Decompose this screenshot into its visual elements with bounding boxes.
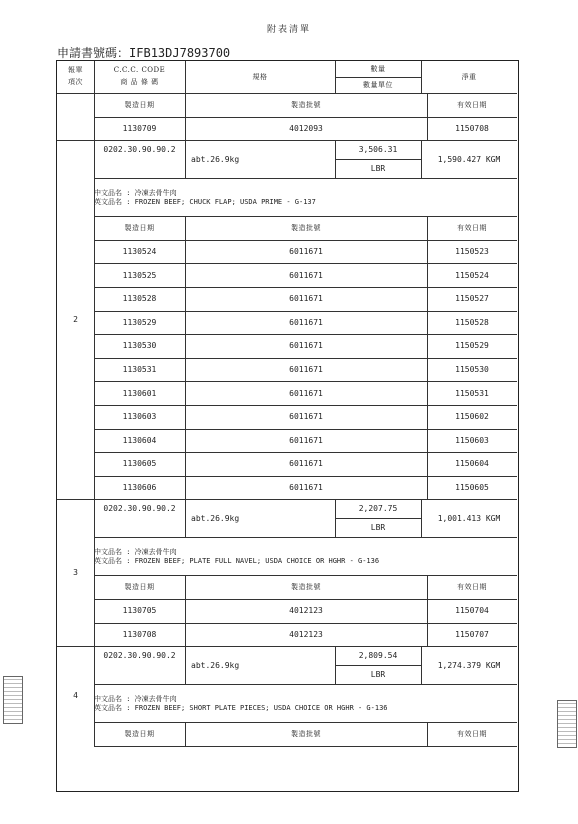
- item-name-en: 英文品名 : FROZEN BEEF; PLATE FULL NAVEL; USDA CHOICE OR HGHR - G-136: [94, 557, 380, 566]
- item-net-weight: 1,274.379 KGM: [437, 660, 501, 670]
- lot-expiry: 1150529: [455, 341, 489, 351]
- lot-mfg-date: 1130528: [122, 294, 157, 304]
- sub-header-expiry: 有效日期: [457, 729, 487, 738]
- sub-header-mfg-date: 製造日期: [124, 583, 155, 592]
- item-net-weight: 1,001.413 KGM: [437, 513, 501, 523]
- header-barcode: 商 品 條 碼: [120, 78, 159, 87]
- item-unit: LBR: [370, 670, 386, 680]
- lot-expiry: 1150527: [455, 294, 489, 304]
- lot-mfg-date: 1130705: [122, 606, 157, 616]
- sub-header-mfg-date: 製造日期: [124, 729, 155, 738]
- item-name-en: 英文品名 : FROZEN BEEF; CHUCK FLAP; USDA PRIME - G-137: [94, 198, 316, 207]
- header-spec: 規格: [252, 72, 268, 81]
- lot-mfg-date: 1130601: [122, 388, 157, 398]
- sub-header-expiry: 有效日期: [457, 223, 487, 232]
- sub-header-mfg-date: 製造日期: [124, 100, 155, 109]
- grid-line: [94, 178, 517, 179]
- item-ccc-code: 0202.30.90.90.2: [103, 504, 176, 514]
- sub-header-expiry: 有效日期: [457, 100, 487, 109]
- lot-expiry: 1150523: [455, 247, 489, 256]
- lot-batch: 6011671: [289, 270, 323, 280]
- sub-header-batch: 製造批號: [291, 223, 321, 232]
- lot-batch: 6011671: [289, 435, 323, 445]
- item-number: 3: [73, 568, 78, 578]
- item-spec: abt.26.9kg: [191, 513, 240, 523]
- lot-mfg-date: 1130529: [122, 317, 157, 327]
- lot-batch: 6011671: [289, 483, 323, 492]
- item-name-zh: 中文品名 : 冷凍去骨牛肉: [94, 695, 177, 704]
- lot-mfg-date: 1130604: [122, 435, 157, 445]
- sub-header-expiry: 有效日期: [457, 583, 487, 592]
- application-number-value: IFB13DJ7893700: [129, 46, 231, 60]
- lot-batch: 4012123: [289, 629, 323, 639]
- lot-mfg-date: 1130525: [122, 270, 157, 280]
- sub-header-batch: 製造批號: [291, 729, 321, 738]
- lot-mfg-date: 1130524: [122, 247, 157, 256]
- lot-mfg-date: 1130530: [122, 341, 157, 351]
- lot-mfg-date: 1130606: [122, 483, 157, 492]
- right-stamp: [557, 700, 577, 748]
- lot-batch: 6011671: [289, 412, 323, 422]
- header-item-line1: 報單: [68, 65, 83, 74]
- header-unit: 數量單位: [363, 80, 393, 89]
- page-title: 附表清單: [266, 25, 311, 35]
- header-quantity: 數量: [370, 64, 386, 73]
- lot-batch: 4012123: [289, 606, 323, 616]
- lot-batch: 6011671: [289, 388, 323, 398]
- lot-expiry: 1150530: [455, 365, 489, 374]
- grid-line: [94, 499, 95, 646]
- lot-expiry: 1150524: [455, 270, 489, 280]
- lot-mfg-date: 1130708: [122, 629, 157, 639]
- item-number: 4: [73, 691, 78, 701]
- item-net-weight: 1,590.427 KGM: [437, 154, 501, 164]
- item-name-en: 英文品名 : FROZEN BEEF; SHORT PLATE PIECES; USDA CHOICE OR HGHR - G-136: [94, 704, 388, 713]
- grid-line: [94, 646, 95, 746]
- lot-expiry: 1150708: [455, 123, 489, 133]
- lot-expiry: 1150704: [455, 606, 489, 616]
- item-quantity: 2,809.54: [358, 651, 398, 661]
- item-name-zh: 中文品名 : 冷凍去骨牛肉: [94, 548, 177, 557]
- attachment-table: [56, 60, 519, 792]
- item-quantity: 2,207.75: [358, 504, 398, 514]
- lot-batch: 6011671: [289, 365, 323, 374]
- item-unit: LBR: [370, 164, 386, 174]
- lot-mfg-date: 1130709: [122, 123, 157, 133]
- sub-header-batch: 製造批號: [291, 583, 321, 592]
- lot-expiry: 1150604: [455, 459, 489, 469]
- lot-batch: 6011671: [289, 294, 323, 304]
- item-number: 2: [73, 315, 78, 325]
- header-item-line2: 項次: [68, 78, 83, 87]
- grid-line: [94, 684, 517, 685]
- lot-expiry: 1150707: [455, 629, 489, 639]
- lot-batch: 6011671: [289, 247, 323, 256]
- lot-expiry: 1150605: [455, 483, 489, 492]
- left-stamp: [3, 676, 23, 724]
- lot-batch: 6011671: [289, 317, 323, 327]
- item-name-zh: 中文品名 : 冷凍去骨牛肉: [94, 189, 177, 198]
- grid-line: [94, 93, 95, 140]
- lot-expiry: 1150603: [455, 435, 489, 445]
- lot-batch: 4012093: [289, 123, 323, 133]
- item-spec: abt.26.9kg: [191, 154, 240, 164]
- grid-line: [94, 140, 95, 499]
- application-number: [57, 44, 230, 61]
- item-ccc-code: 0202.30.90.90.2: [103, 145, 176, 155]
- lot-mfg-date: 1130603: [122, 412, 157, 422]
- item-unit: LBR: [370, 523, 386, 533]
- header-net-weight: 淨重: [461, 72, 477, 81]
- grid-line: [94, 746, 517, 747]
- item-ccc-code: 0202.30.90.90.2: [103, 651, 176, 661]
- lot-batch: 6011671: [289, 459, 323, 469]
- item-quantity: 3,506.31: [358, 145, 398, 155]
- grid-line: [94, 537, 517, 538]
- sub-header-mfg-date: 製造日期: [124, 223, 155, 232]
- lot-batch: 6011671: [289, 341, 323, 351]
- lot-expiry: 1150528: [455, 317, 489, 327]
- lot-expiry: 1150531: [455, 388, 489, 398]
- lot-expiry: 1150602: [455, 412, 489, 422]
- header-ccc-code: C.C.C. CODE: [113, 65, 166, 74]
- application-number-label: 申請書號碼：: [57, 46, 130, 60]
- lot-mfg-date: 1130605: [122, 459, 157, 469]
- lot-mfg-date: 1130531: [122, 365, 157, 374]
- sub-header-batch: 製造批號: [291, 100, 321, 109]
- item-spec: abt.26.9kg: [191, 660, 240, 670]
